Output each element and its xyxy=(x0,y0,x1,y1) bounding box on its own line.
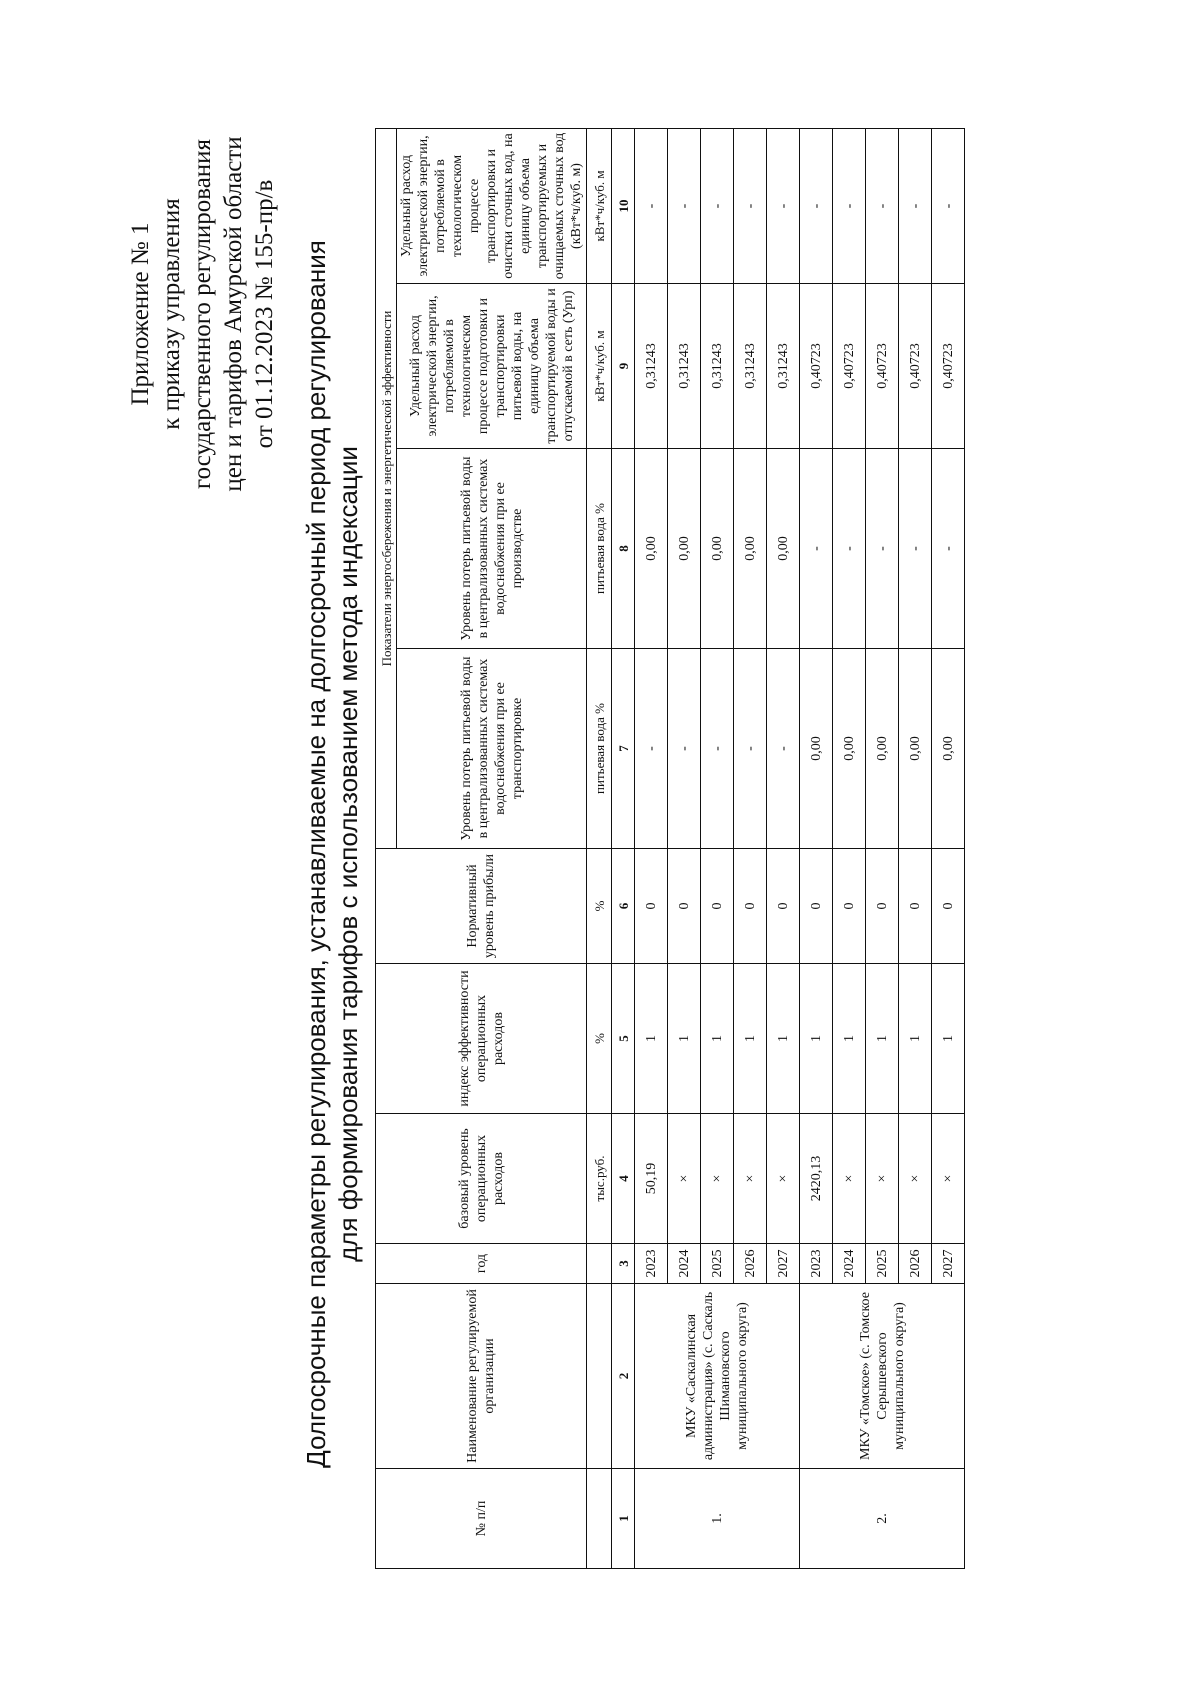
index-cell: 1 xyxy=(932,964,965,1114)
loss-production-cell: - xyxy=(800,449,833,649)
energy-water-cell: 0,40723 xyxy=(866,284,899,449)
row-number: 1. xyxy=(635,1469,800,1569)
column-number: 7 xyxy=(612,649,635,849)
energy-water-cell: 0,31243 xyxy=(701,284,734,449)
loss-transport-cell: 0,00 xyxy=(899,649,932,849)
profit-cell: 0 xyxy=(932,849,965,964)
year-cell: 2024 xyxy=(668,1244,701,1284)
column-number: 5 xyxy=(612,964,635,1114)
header-efficiency-index: индекс эффективности операционных расходов xyxy=(376,964,587,1114)
row-number: 2. xyxy=(800,1469,965,1569)
column-number: 10 xyxy=(612,128,635,283)
energy-water-cell: 0,31243 xyxy=(635,284,668,449)
title-line-1: Долгосрочные параметры регулирования, устанавливаемые на долгосрочный период регулирования xyxy=(301,240,331,1468)
unit-cell xyxy=(587,1284,612,1469)
header-year: год xyxy=(376,1244,587,1284)
energy-wastewater-cell: - xyxy=(734,128,767,283)
unit-cell xyxy=(587,1244,612,1284)
index-cell: 1 xyxy=(899,964,932,1114)
energy-wastewater-cell: - xyxy=(932,128,965,283)
profit-cell: 0 xyxy=(734,849,767,964)
year-cell: 2024 xyxy=(833,1244,866,1284)
column-number: 9 xyxy=(612,284,635,449)
index-cell: 1 xyxy=(635,964,668,1114)
header-loss-transport: Уровень потерь питьевой воды в централизованных системах водоснабжения при ее транспортировке xyxy=(397,649,587,849)
loss-production-cell: 0,00 xyxy=(767,449,800,649)
loss-production-cell: 0,00 xyxy=(701,449,734,649)
units-row xyxy=(587,128,612,1568)
base-level-cell: × xyxy=(767,1114,800,1244)
appendix-line: цен и тарифов Амурской области xyxy=(220,136,247,492)
appendix-block xyxy=(125,104,280,524)
column-number: 4 xyxy=(612,1114,635,1244)
appendix-line: Приложение № 1 xyxy=(127,222,154,406)
base-level-cell: 2420,13 xyxy=(800,1114,833,1244)
unit-cell xyxy=(587,1469,612,1569)
year-cell: 2027 xyxy=(932,1244,965,1284)
profit-cell: 0 xyxy=(866,849,899,964)
table-row xyxy=(635,128,668,1568)
energy-wastewater-cell: - xyxy=(866,128,899,283)
index-cell: 1 xyxy=(866,964,899,1114)
index-cell: 1 xyxy=(833,964,866,1114)
loss-transport-cell: 0,00 xyxy=(932,649,965,849)
energy-wastewater-cell: - xyxy=(635,128,668,283)
table-row xyxy=(800,128,833,1568)
index-cell: 1 xyxy=(668,964,701,1114)
profit-cell: 0 xyxy=(833,849,866,964)
index-cell: 1 xyxy=(701,964,734,1114)
year-cell: 2025 xyxy=(701,1244,734,1284)
energy-water-cell: 0,31243 xyxy=(734,284,767,449)
appendix-line: от 01.12.2023 № 155-пр/в xyxy=(251,179,278,449)
energy-water-cell: 0,31243 xyxy=(668,284,701,449)
energy-water-cell: 0,40723 xyxy=(899,284,932,449)
year-cell: 2026 xyxy=(899,1244,932,1284)
header-energy-group: Показатели энергосбережения и энергетической эффективности xyxy=(376,128,397,848)
organization-name: МКУ «Саскалинская администрация» (с. Саскаль Шимановского муниципального округа) xyxy=(635,1284,800,1469)
loss-transport-cell: - xyxy=(734,649,767,849)
base-level-cell: × xyxy=(701,1114,734,1244)
loss-transport-cell: - xyxy=(701,649,734,849)
energy-water-cell: 0,31243 xyxy=(767,284,800,449)
loss-transport-cell: - xyxy=(668,649,701,849)
header-number: № п/п xyxy=(376,1469,587,1569)
loss-transport-cell: 0,00 xyxy=(800,649,833,849)
year-cell: 2026 xyxy=(734,1244,767,1284)
appendix-line: к приказу управления xyxy=(158,198,185,430)
column-number: 1 xyxy=(612,1469,635,1569)
unit-cell: % xyxy=(587,964,612,1114)
organization-name: МКУ «Томское» (с. Томское Серышевского муниципального округа) xyxy=(800,1284,965,1469)
profit-cell: 0 xyxy=(800,849,833,964)
year-cell: 2027 xyxy=(767,1244,800,1284)
column-number: 6 xyxy=(612,849,635,964)
header-loss-production: Уровень потерь питьевой воды в централизованных системах водоснабжения при ее производстве xyxy=(397,449,587,649)
energy-wastewater-cell: - xyxy=(833,128,866,283)
energy-water-cell: 0,40723 xyxy=(932,284,965,449)
loss-transport-cell: - xyxy=(767,649,800,849)
loss-production-cell: 0,00 xyxy=(635,449,668,649)
base-level-cell: × xyxy=(734,1114,767,1244)
unit-cell: питьевая вода % xyxy=(587,449,612,649)
loss-production-cell: - xyxy=(899,449,932,649)
loss-production-cell: 0,00 xyxy=(734,449,767,649)
energy-wastewater-cell: - xyxy=(668,128,701,283)
index-cell: 1 xyxy=(767,964,800,1114)
column-numbers-row xyxy=(612,128,635,1568)
appendix-line: государственного регулирования xyxy=(189,138,216,490)
header-profit-level: Нормативный уровень прибыли xyxy=(376,849,587,964)
energy-water-cell: 0,40723 xyxy=(800,284,833,449)
profit-cell: 0 xyxy=(701,849,734,964)
column-number: 8 xyxy=(612,449,635,649)
index-cell: 1 xyxy=(734,964,767,1114)
header-energy-water: Удельный расход электрической энергии, потребляемой в технологическом процессе подготовки и транспортировки питьевой воды, на единицу объема транспортируемой воды и отпускаемой в сеть (Урп) xyxy=(397,284,587,449)
loss-production-cell: 0,00 xyxy=(668,449,701,649)
base-level-cell: × xyxy=(668,1114,701,1244)
energy-water-cell: 0,40723 xyxy=(833,284,866,449)
energy-wastewater-cell: - xyxy=(767,128,800,283)
loss-production-cell: - xyxy=(932,449,965,649)
column-number: 3 xyxy=(612,1244,635,1284)
year-cell: 2023 xyxy=(800,1244,833,1284)
base-level-cell: × xyxy=(833,1114,866,1244)
loss-transport-cell: - xyxy=(635,649,668,849)
document-title xyxy=(300,169,364,1539)
header-energy-wastewater: Удельный расход электрической энергии, потребляемой в технологическом процессе транспортировки и очистки сточных вод, на единицу объема транспортируемых и очищаемых сточных вод (кВт*ч/куб. м) xyxy=(397,128,587,283)
parameters-table xyxy=(375,128,965,1569)
title-line-2: для формирования тарифов с использованием метода индексации xyxy=(333,446,363,1262)
profit-cell: 0 xyxy=(668,849,701,964)
profit-cell: 0 xyxy=(635,849,668,964)
header-organization: Наименование регулируемой организации xyxy=(376,1284,587,1469)
base-level-cell: × xyxy=(932,1114,965,1244)
year-cell: 2023 xyxy=(635,1244,668,1284)
header-base-level: базовый уровень операционных расходов xyxy=(376,1114,587,1244)
year-cell: 2025 xyxy=(866,1244,899,1284)
loss-transport-cell: 0,00 xyxy=(866,649,899,849)
base-level-cell: 50,19 xyxy=(635,1114,668,1244)
profit-cell: 0 xyxy=(767,849,800,964)
energy-wastewater-cell: - xyxy=(899,128,932,283)
unit-cell: кВт*ч/куб. м xyxy=(587,284,612,449)
loss-transport-cell: 0,00 xyxy=(833,649,866,849)
profit-cell: 0 xyxy=(899,849,932,964)
base-level-cell: × xyxy=(866,1114,899,1244)
unit-cell: тыс.руб. xyxy=(587,1114,612,1244)
unit-cell: % xyxy=(587,849,612,964)
loss-production-cell: - xyxy=(866,449,899,649)
loss-production-cell: - xyxy=(833,449,866,649)
unit-cell: кВт*ч/куб. м xyxy=(587,128,612,283)
index-cell: 1 xyxy=(800,964,833,1114)
energy-wastewater-cell: - xyxy=(800,128,833,283)
base-level-cell: × xyxy=(899,1114,932,1244)
unit-cell: питьевая вода % xyxy=(587,649,612,849)
column-number: 2 xyxy=(612,1284,635,1469)
energy-wastewater-cell: - xyxy=(701,128,734,283)
